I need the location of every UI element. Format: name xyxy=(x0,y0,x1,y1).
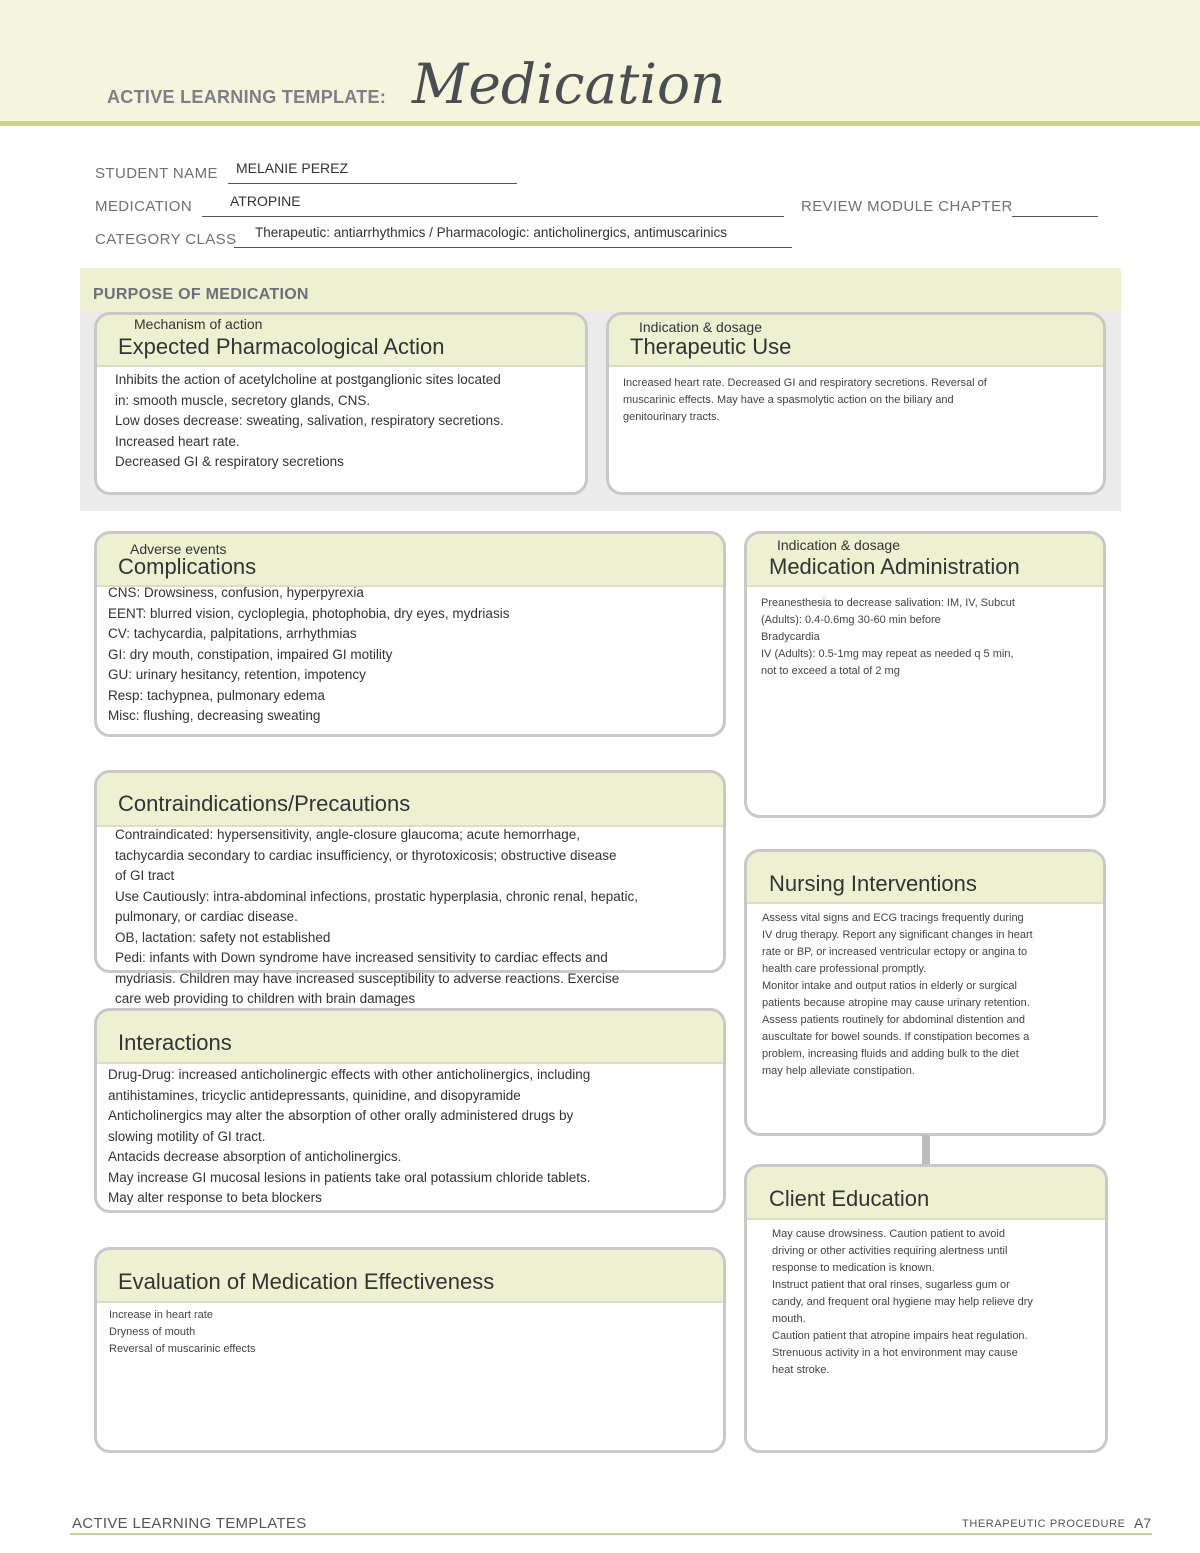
review-module-field[interactable] xyxy=(1012,197,1098,217)
card-subtitle: Mechanism of action xyxy=(134,316,263,332)
complications-card xyxy=(94,531,726,737)
card-title: Contraindications/Precautions xyxy=(118,791,411,816)
card-title: Client Education xyxy=(769,1186,930,1211)
card-content: May cause drowsiness. Caution patient to avoid driving or other activities requiring alertness until response to medication is known. Instruct patient that oral rinses, sugarless gum or candy, and frequent oral hygiene may help relieve dry mouth. Caution patient that atropine impairs heat regulation. Strenuous activity in a hot environment may cause heat stroke. xyxy=(772,1228,1033,1376)
student-name-value: MELANIE PEREZ xyxy=(236,160,349,176)
card-title: Complications xyxy=(118,554,257,579)
card-subtitle: Indication & dosage xyxy=(777,537,900,553)
connector-bar xyxy=(922,1135,930,1166)
review-module-label: REVIEW MODULE CHAPTER xyxy=(801,198,1013,215)
card-content: Inhibits the action of acetylcholine at postganglionic sites located in: smooth muscle, secretory glands, CNS. Low doses decrease: sweating, salivation, respiratory secretions. Increased heart rate. Decreased GI & respiratory secretions xyxy=(115,372,504,469)
card-title: Expected Pharmacological Action xyxy=(118,334,445,359)
card-content: Increased heart rate. Decreased GI and respiratory secretions. Reversal of muscarinic effects. May have a spasmolytic action on the biliary and genitourinary tracts. xyxy=(623,377,987,423)
page-number: A7 xyxy=(1134,1515,1152,1531)
student-name-label: STUDENT NAME xyxy=(95,165,218,182)
header-divider xyxy=(0,121,1200,126)
card-content: CNS: Drowsiness, confusion, hyperpyrexia EENT: blurred vision, cycloplegia, photophobia, dry eyes, mydriasis CV: tachycardia, palpitations, arrhythmias GI: dry mouth, constipation, impaired GI motility GU: urinary hesitancy, retention, impotency Resp: tachypnea, pulmonary edema Misc: flushing, decreasing sweating xyxy=(108,585,510,723)
template-label: ACTIVE LEARNING TEMPLATE: xyxy=(107,87,387,107)
category-class-label: CATEGORY CLASS xyxy=(95,231,237,248)
medication-administration-card xyxy=(744,531,1106,818)
contraindications-card xyxy=(94,770,726,1006)
card-title: Evaluation of Medication Effectiveness xyxy=(118,1269,495,1294)
therapeutic-use-card xyxy=(606,312,1106,495)
card-title: Nursing Interventions xyxy=(769,871,977,896)
footer-section: THERAPEUTIC PROCEDURE xyxy=(962,1518,1126,1530)
interactions-card xyxy=(94,1008,726,1213)
card-subtitle: Adverse events xyxy=(130,541,227,557)
nursing-interventions-card xyxy=(744,849,1106,1136)
card-title: Therapeutic Use xyxy=(630,334,792,359)
page-title: Medication xyxy=(412,52,726,116)
medication-label: MEDICATION xyxy=(95,198,193,215)
card-title: Medication Administration xyxy=(769,554,1020,579)
medication-value: ATROPINE xyxy=(230,193,301,209)
footer-title: ACTIVE LEARNING TEMPLATES xyxy=(72,1515,307,1532)
footer-divider xyxy=(70,1533,1152,1535)
purpose-label: PURPOSE OF MEDICATION xyxy=(93,286,309,303)
category-class-value: Therapeutic: antiarrhythmics / Pharmacologic: anticholinergics, antimuscarinics xyxy=(255,225,727,240)
pharmacological-action-card xyxy=(94,312,588,495)
card-content: Assess vital signs and ECG tracings frequently during IV drug therapy. Report any significant changes in heart rate or BP, or increased ventricular ectopy or angina to health care professional promptly. Monitor intake and output ratios in elderly or surgical patients because atropine may cause urinary retention. Assess patients routinely for abdominal distention and auscultate for bowel sounds. If constipation becomes a problem, increasing fluids and adding bulk to the diet may help alleviate constipation. xyxy=(762,912,1033,1077)
card-content: Increase in heart rate Dryness of mouth Reversal of muscarinic effects xyxy=(109,1309,256,1355)
card-content: Preanesthesia to decrease salivation: IM, IV, Subcut (Adults): 0.4-0.6mg 30-60 min before Bradycardia IV (Adults): 0.5-1mg may repeat as needed q 5 min, not to exceed a total of 2 mg xyxy=(761,597,1015,677)
card-content: Drug-Drug: increased anticholinergic effects with other anticholinergics, including antihistamines, tricyclic antidepressants, quinidine, and disopyramide Anticholinergics may alter the absorption of other orally administered drugs by slowing motility of GI tract. Antacids decrease absorption of anticholinergics. May increase GI mucosal lesions in patients take oral potassium chloride tablets. May alter response to beta blockers xyxy=(108,1067,591,1205)
card-title: Interactions xyxy=(118,1030,232,1055)
client-education-card xyxy=(744,1164,1108,1453)
card-subtitle: Indication & dosage xyxy=(639,319,762,335)
card-content: Contraindicated: hypersensitivity, angle-closure glaucoma; acute hemorrhage, tachycardia secondary to cardiac insufficiency, or thyrotoxicosis; obstructive disease of GI tract Use Cautiously: intra-abdominal infections, prostatic hyperplasia, chronic renal, hepatic, pulmonary, or cardiac disease. OB, lactation: safety not established Pedi: infants with Down syndrome have increased sensitivity to cardiac effects and mydriasis. Children may have increased susceptibility to adverse reactions. Exercise care web providing to children with brain damages xyxy=(115,827,639,1006)
evaluation-card xyxy=(94,1247,726,1453)
